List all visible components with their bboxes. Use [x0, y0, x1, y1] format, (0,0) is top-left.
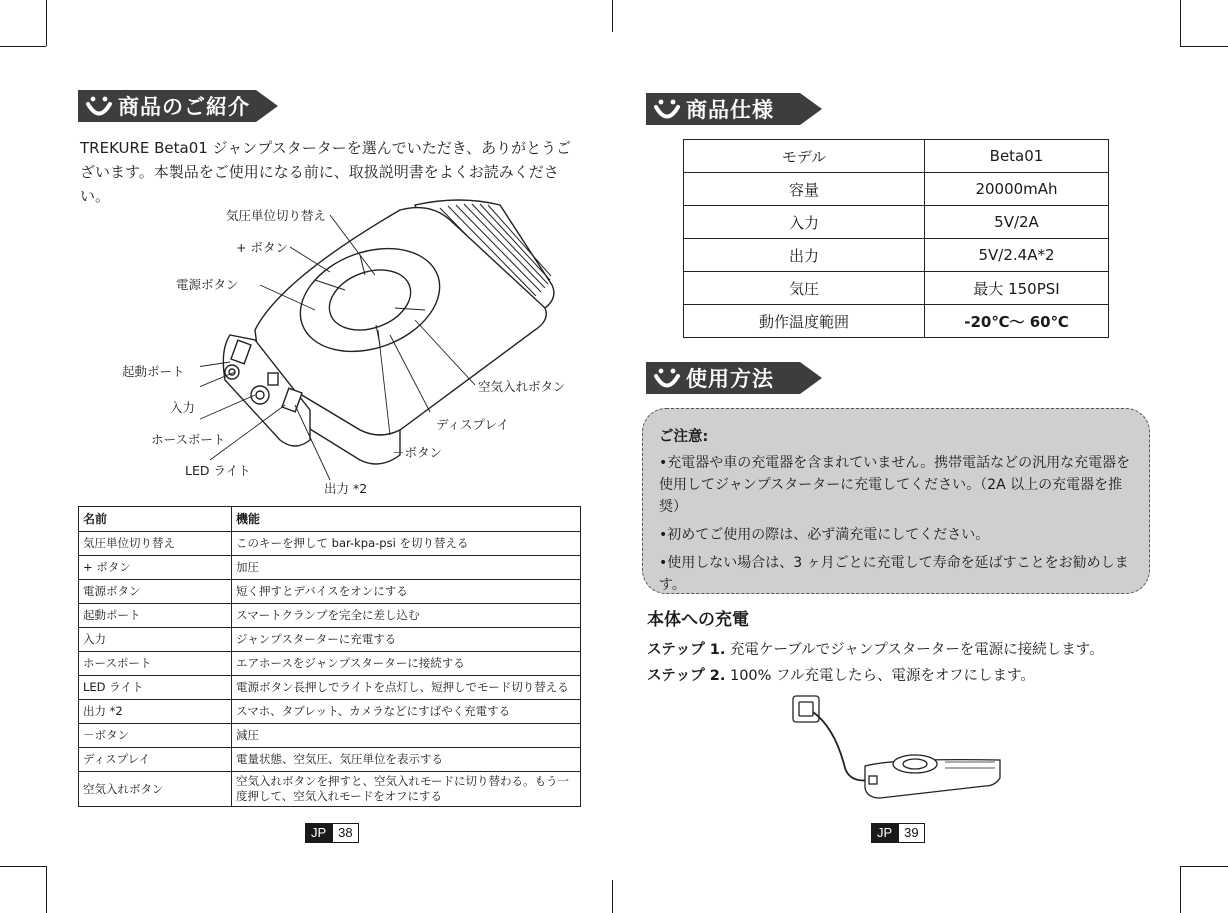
table-cell: -20℃～ 60℃ [925, 305, 1109, 338]
table-row [79, 700, 581, 724]
spec-table [683, 139, 1109, 338]
table-cell: 電源ボタン長押しでライトを点灯し、短押しでモード切り替える [232, 676, 581, 700]
table-cell: ホースポート [79, 652, 232, 676]
table-row [684, 272, 1109, 305]
label-plus-button: + ボタン [236, 240, 288, 255]
table-row [684, 305, 1109, 338]
crop-mark [612, 0, 613, 32]
charging-illustration [785, 688, 1010, 810]
label-air-button: 空気入れボタン [478, 379, 566, 394]
crop-mark [46, 0, 47, 46]
table-row [79, 604, 581, 628]
table-row [79, 748, 581, 772]
table-cell: 5V/2A [925, 206, 1109, 239]
table-cell: 電量状態、空気圧、気圧単位を表示する [232, 748, 581, 772]
section-title: 商品仕様 [686, 98, 774, 122]
step-label: ステップ 2. [647, 668, 726, 684]
table-cell: このキーを押して bar-kpa-psi を切り替える [232, 532, 581, 556]
section-title: 使用方法 [686, 367, 774, 391]
notice-title: ご注意: [659, 429, 709, 445]
table-cell: ディスプレイ [79, 748, 232, 772]
label-output: 出力 *2 [324, 481, 368, 496]
table-cell: 気圧単位切り替え [79, 532, 232, 556]
label-start-port: 起動ポート [122, 364, 185, 379]
table-cell: 気圧 [684, 272, 925, 305]
table-cell: 出力 *2 [79, 700, 232, 724]
label-led-light: LED ライト [185, 463, 251, 478]
crop-mark [0, 46, 46, 47]
table-cell: エアホースをジャンプスターターに接続する [232, 652, 581, 676]
charge-title: 本体への充電 [647, 610, 749, 630]
section-header-usage [646, 362, 822, 394]
table-row [684, 206, 1109, 239]
table-cell: 容量 [684, 173, 925, 206]
table-row [684, 239, 1109, 272]
table-cell: スマホ、タブレット、カメラなどにすばやく充電する [232, 700, 581, 724]
crop-mark [0, 866, 46, 867]
step-text: 100% フル充電したら、電源をオフにします。 [725, 668, 1035, 684]
table-cell: －ボタン [79, 724, 232, 748]
crop-mark [1180, 46, 1228, 47]
label-display: ディスプレイ [436, 417, 509, 432]
crop-mark [46, 866, 47, 913]
intro-text: TREKURE Beta01 ジャンプスターターを選んでいただき、ありがとうございます。本製品をご使用になる前に、取扱説明書をよくお読みください。 [80, 139, 572, 205]
crop-mark [1180, 866, 1181, 913]
table-cell: 入力 [79, 628, 232, 652]
page-lang: JP [305, 823, 332, 843]
notice-box [642, 408, 1150, 594]
table-cell: 動作温度範囲 [684, 305, 925, 338]
table-cell: Beta01 [925, 140, 1109, 173]
label-input: 入力 [170, 400, 196, 415]
table-cell: 最大 150PSI [925, 272, 1109, 305]
table-cell: スマートクランプを完全に差し込む [232, 604, 581, 628]
jump-starter-illustration [200, 190, 570, 490]
section-title: 商品のご紹介 [118, 95, 250, 119]
table-cell: LED ライト [79, 676, 232, 700]
page-number-left [305, 823, 359, 843]
step-1 [647, 638, 1104, 659]
section-header-intro [78, 90, 278, 122]
label-power-button: 電源ボタン [176, 277, 239, 292]
notice-item: •初めてご使用の際は、必ず満充電にしてください。 [659, 527, 990, 543]
table-cell: 短く押すとデバイスをオンにする [232, 580, 581, 604]
table-cell: 空気入れボタンを押すと、空気入れモードに切り替わる。もう一度押して、空気入れモードをオフにする [232, 772, 581, 807]
page-num: 39 [898, 823, 924, 843]
table-cell: 5V/2.4A*2 [925, 239, 1109, 272]
notice-item: •使用しない場合は、3 ヶ月ごとに充電して寿命を延ばすことをお勧めします。 [659, 555, 1129, 593]
table-row [79, 676, 581, 700]
table-row [79, 532, 581, 556]
table-header: 名前 [79, 507, 232, 532]
smile-icon [652, 363, 682, 393]
page-num: 38 [332, 823, 358, 843]
table-cell: + ボタン [79, 556, 232, 580]
crop-mark [1180, 0, 1181, 46]
table-cell: 20000mAh [925, 173, 1109, 206]
table-cell: ジャンプスターターに充電する [232, 628, 581, 652]
table-row [79, 724, 581, 748]
crop-mark [1180, 866, 1228, 867]
smile-icon [84, 91, 114, 121]
table-cell: 出力 [684, 239, 925, 272]
table-row [79, 628, 581, 652]
table-row [79, 772, 581, 807]
table-cell: モデル [684, 140, 925, 173]
function-table [78, 506, 581, 807]
smile-icon [652, 94, 682, 124]
table-cell: 入力 [684, 206, 925, 239]
table-row [79, 580, 581, 604]
table-cell: 空気入れボタン [79, 772, 232, 807]
notice-item: •充電器や車の充電器を含まれていません。携帯電話などの汎用な充電器を使用してジャンプスターターに充電してください。（2A 以上の充電器を推奨） [659, 455, 1131, 515]
table-cell: 減圧 [232, 724, 581, 748]
step-text: 充電ケーブルでジャンプスターターを電源に接続します。 [725, 642, 1104, 658]
table-header: 機能 [232, 507, 581, 532]
section-header-spec [646, 93, 822, 125]
step-label: ステップ 1. [647, 642, 726, 658]
table-row [79, 652, 581, 676]
table-cell: 起動ポート [79, 604, 232, 628]
table-row [684, 173, 1109, 206]
label-minus-button: －ボタン [392, 445, 443, 460]
crop-mark [612, 880, 613, 913]
step-2 [647, 664, 1035, 685]
table-cell: 加圧 [232, 556, 581, 580]
table-row [684, 140, 1109, 173]
label-hose-port: ホースポート [151, 432, 226, 447]
table-cell: 電源ボタン [79, 580, 232, 604]
label-pressure-unit: 気圧単位切り替え [226, 208, 327, 223]
page-lang: JP [871, 823, 898, 843]
table-header-row [79, 507, 581, 532]
table-row [79, 556, 581, 580]
page-number-right [871, 823, 925, 843]
